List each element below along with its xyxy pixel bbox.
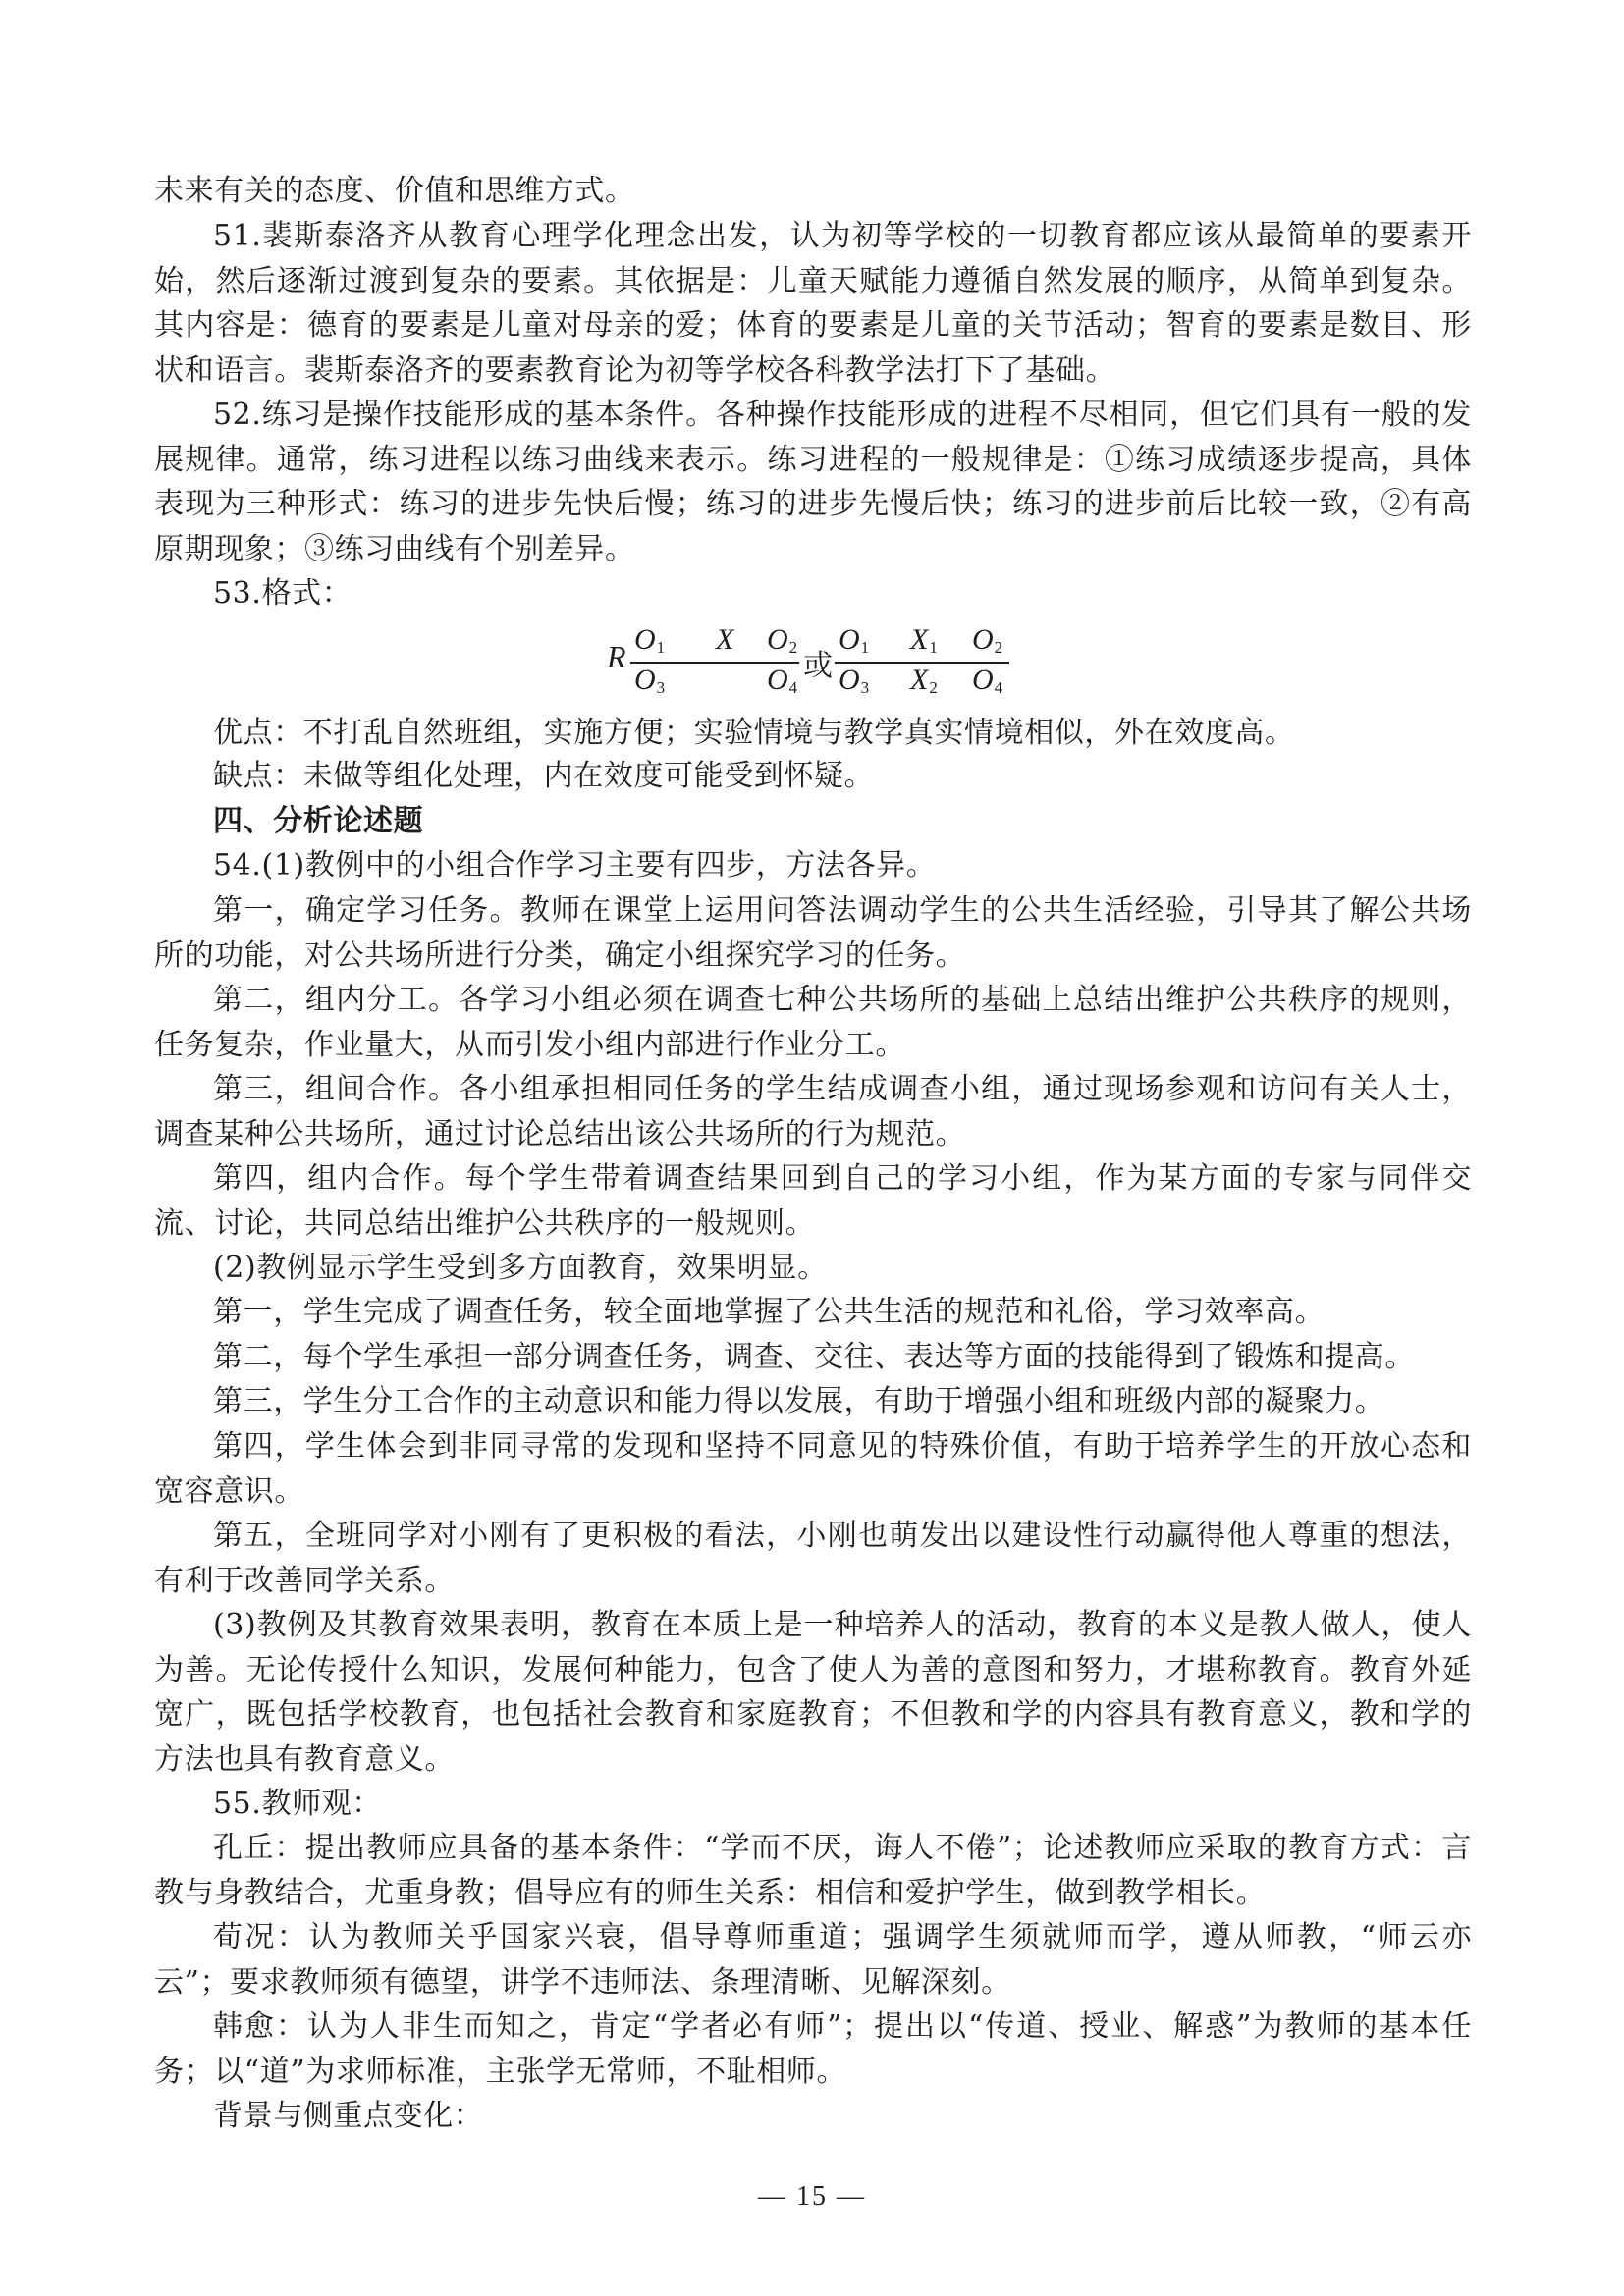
paragraph-q54-1: 54.(1)教例中的小组合作学习主要有四步，方法各异。	[213, 848, 937, 882]
paragraph-xunkuang: 荀况：认为教师关乎国家兴衰，倡导尊师重道；强调学生须就师而学，遵从师教，“师云亦云”；要求教师须有德望，讲学不违师法、条理清晰、见解深刻。	[154, 1920, 1472, 2000]
paragraph-step-4: 第四，组内合作。每个学生带着调查结果回到自己的学习小组，作为某方面的专家与同伴交流、讨论，共同总结出维护公共秩序的一般规则。	[154, 1161, 1472, 1241]
formula-sym: $O_2$	[767, 623, 798, 657]
design-formula	[154, 615, 1472, 710]
section-heading: 四、分析论述题	[213, 804, 424, 838]
paragraph-kongqiu: 孔丘：提出教师应具备的基本条件：“学而不厌，诲人不倦”；论述教师应采取的教育方式：言教与身教结合，尤重身教；倡导应有的师生关系：相信和爱护学生，做到教学相长。	[154, 1831, 1472, 1910]
paragraph-effect-4: 第四，学生体会到非同寻常的发现和坚持不同意见的特殊价值，有助于培养学生的开放心态和宽容意识。	[154, 1429, 1472, 1509]
formula-sym: $O_4$	[972, 664, 1003, 697]
formula-or-word: 或	[803, 649, 833, 683]
paragraph-effect-3: 第三，学生分工合作的主动意识和能力得以发展，有助于增强小组和班级内部的凝聚力。	[213, 1384, 1385, 1418]
formula-sym: $O_2$	[972, 623, 1003, 657]
paragraph-hanyu: 韩愈：认为人非生而知之，肯定“学者必有师”；提出以“传道、授业、解惑”为教师的基本任务；以“道”为求师标准，主张学无常师，不耻相师。	[154, 2009, 1472, 2089]
paragraph-q54-2: (2)教例显示学生受到多方面教育，效果明显。	[213, 1251, 828, 1285]
paragraph-advantage: 优点：不打乱自然班组，实施方便；实验情境与教学真实情境相似，外在效度高。	[213, 716, 1295, 750]
paragraph-step-3: 第三，组间合作。各小组承担相同任务的学生结成调查小组，通过现场参观和访问有关人士，调查某种公共场所，通过讨论总结出该公共场所的行为规范。	[154, 1072, 1472, 1151]
paragraph-q52: 52.练习是操作技能形成的基本条件。各种操作技能形成的进程不尽相同，但它们具有一般的发展规律。通常，练习进程以练习曲线来表示。练习进程的一般规律是：①练习成绩逐步提高，具体表现为三种形式：练习的进步先快后慢；练习的进步先慢后快；练习的进步前后比较一致，②有高原期现象；③练习曲线有个别差异。	[154, 398, 1472, 566]
paragraph-effect-1: 第一，学生完成了调查任务，较全面地掌握了公共生活的规范和礼俗，学习效率高。	[213, 1295, 1326, 1329]
formula-sym: $O_1$	[634, 623, 666, 657]
formula-sym: $O_3$	[634, 664, 666, 697]
formula-sym: $O_1$	[839, 623, 870, 657]
formula-sym: $O_3$	[839, 664, 870, 697]
paragraph-disadvantage: 缺点：未做等组化处理，内在效度可能受到怀疑。	[213, 759, 875, 793]
paragraph-effect-5: 第五，全班同学对小刚有了更积极的看法，小刚也萌发出以建设性行动赢得他人尊重的想法，有利于改善同学关系。	[154, 1519, 1472, 1598]
paragraph-background: 背景与侧重点变化：	[213, 2099, 484, 2133]
paragraph-step-2: 第二，组内分工。各学习小组必须在调查七种公共场所的基础上总结出维护公共秩序的规则，任务复杂，作业量大，从而引发小组内部进行作业分工。	[154, 983, 1472, 1062]
paragraph-q51: 51.裴斯泰洛齐从教育心理学化理念出发，认为初等学校的一切教育都应该从最简单的要素开始，然后逐渐过渡到复杂的要素。其依据是：儿童天赋能力遵循自然发展的顺序，从简单到复杂。其内容是：德育的要素是儿童对母亲的爱；体育的要素是儿童的关节活动；智育的要素是数目、形状和语言。裴斯泰洛齐的要素教育论为初等学校各科教学法打下了基础。	[154, 219, 1472, 388]
page-number: — 15 —	[758, 2181, 866, 2212]
formula-sym: $X_2$	[910, 664, 938, 697]
paragraph-step-1: 第一，确定学习任务。教师在课堂上运用问答法调动学生的公共生活经验，引导其了解公共场所的功能，对公共场所进行分类，确定小组探究学习的任务。	[154, 893, 1472, 973]
formula-sym: $O_4$	[767, 664, 798, 697]
formula-sym: $X_1$	[910, 623, 938, 657]
paragraph-q55: 55.教师观：	[213, 1787, 382, 1821]
paragraph-q54-3: (3)教例及其教育效果表明，教育在本质上是一种培养人的活动，教育的本义是教人做人，使人为善。无论传授什么知识，发展何种能力，包含了使人为善的意图和努力，才堪称教育。教育外延宽广，既包括学校教育，也包括社会教育和家庭教育；不但教和学的内容具有教育意义，教和学的方法也具有教育意义。	[154, 1608, 1472, 1777]
formula-sym: X	[716, 623, 734, 656]
formula-lead-r: R	[607, 639, 626, 674]
paragraph-continuation: 未来有关的态度、价值和思维方式。	[154, 174, 635, 208]
paragraph-q53: 53.格式：	[213, 576, 352, 611]
paragraph-effect-2: 第二，每个学生承担一部分调查任务，调查、交往、表达等方面的技能得到了锻炼和提高。	[213, 1340, 1415, 1374]
